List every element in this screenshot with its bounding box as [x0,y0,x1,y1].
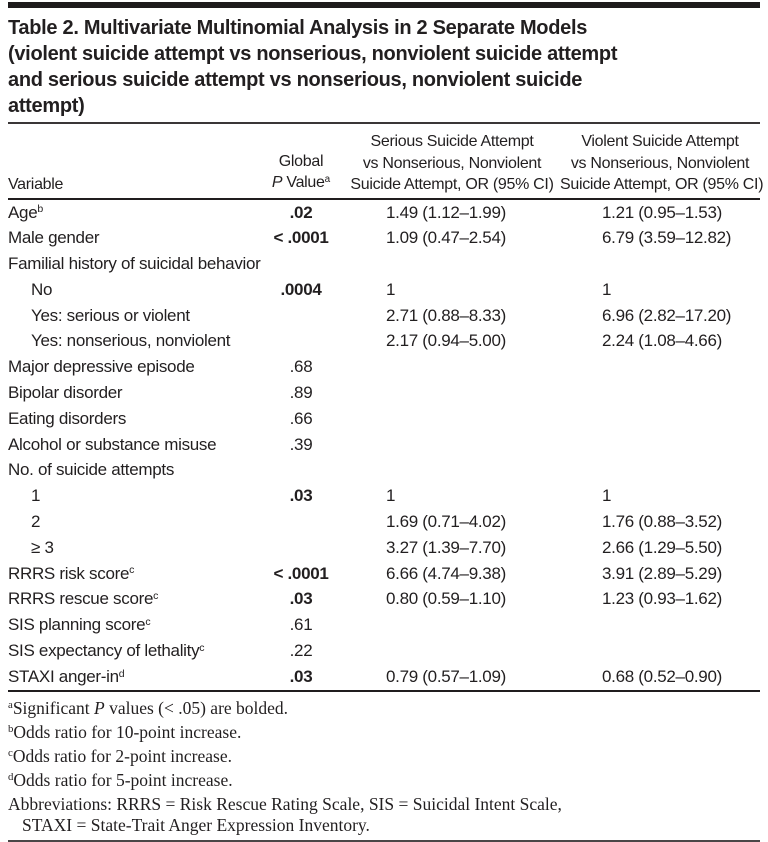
table-row [8,303,760,329]
global-p-value-cell: .39 [289,434,313,454]
table-row [8,225,760,251]
table-row [8,561,760,587]
table-title-line: Table 2. Multivariate Multinomial Analysis in 2 Separate Models [8,17,588,39]
footnotes [8,692,760,836]
table-row [8,406,760,432]
global-p-value-cell: .02 [289,202,313,222]
table-row [8,354,760,380]
column-header-violent-line: vs Nonserious, Nonviolent [570,154,750,172]
global-p-value-cell [258,509,344,535]
footnote-text: STAXI = State-Trait Anger Expression Inventory. [22,814,370,835]
serious-or-cell: 6.66 (4.74–9.38) [386,563,506,583]
serious-or-cell: 1 [386,486,396,506]
table-row [8,509,760,535]
footnote-marker: c [153,590,159,603]
column-header-global-p-value [258,151,344,196]
violent-or-cell: 1.23 (0.93–1.62) [602,589,722,609]
footnote-line [8,698,760,722]
serious-or-cell: 3.27 (1.39–7.70) [386,537,506,557]
table-row [8,432,760,458]
variable-label-cell: SIS expectancy of lethality$^c$ [8,641,205,661]
footnote-line [8,794,760,815]
variable-label-cell: Yes: serious or violent [31,305,190,325]
violent-or-cell [560,638,760,667]
global-p-value-cell: .03 [289,666,313,686]
table-row [8,638,760,664]
violent-or-cell: 2.66 (1.29–5.50) [602,537,722,557]
serious-or-cell: 2.17 (0.94–5.00) [386,331,506,351]
footnote-text: Abbreviations: RRRS = Risk Rescue Rating Scale, SIS = Suicidal Intent Scale, [8,793,562,814]
column-header-variable-label: Variable [8,176,64,193]
global-p-value-cell: .68 [289,357,313,377]
violent-or-cell [560,251,760,277]
global-p-value-cell: < .0001 [273,228,329,248]
serious-or-cell [344,638,560,667]
global-p-value-cell: .03 [289,486,313,506]
p-italic: P [271,174,283,191]
violent-or-cell: 6.96 (2.82–17.20) [602,305,732,325]
variable-label-cell: Yes: nonserious, nonviolent [31,331,231,351]
variable-label-cell: Familial history of suicidal behavior [8,254,261,274]
global-p-value-cell: .0004 [280,279,322,299]
column-header-global-line: Global [278,152,324,170]
serious-or-cell: 0.80 (0.59–1.10) [386,589,506,609]
table-header-row [8,124,764,198]
footnote-marker: b [37,203,44,216]
global-p-value-cell [258,303,344,329]
footnote-marker: a [8,699,13,712]
serious-or-cell: 1.09 (0.47–2.54) [386,228,506,248]
violent-or-cell: 3.91 (2.89–5.29) [602,563,722,583]
serious-or-cell [344,380,560,406]
violent-or-cell: 6.79 (3.59–12.82) [602,228,732,248]
table-row [8,586,760,612]
variable-label-cell: RRRS rescue score$^c$ [8,589,159,609]
variable-label-cell: Major depressive episode [8,357,195,377]
column-header-violent-line: Violent Suicide Attempt [581,133,739,150]
variable-label-cell: Alcohol or substance misuse [8,434,217,454]
column-header-variable [8,174,258,196]
variable-label-cell: SIS planning score$^c$ [8,615,151,635]
footnote-marker: d [118,667,125,680]
footnote-marker: b [8,723,14,736]
footnote-marker: c [199,641,205,654]
table-row [8,612,760,638]
italic-text: P [94,697,105,718]
footnote-text: Odds ratio for 10-point increase. [13,721,242,742]
serious-or-cell: 0.79 (0.57–1.09) [386,666,506,686]
bottom-rule [8,840,760,842]
variable-label-cell: Bipolar disorder [8,383,123,403]
variable-label-cell: Eating disorders [8,408,127,428]
footnote-text: Odds ratio for 5-point increase. [13,769,233,790]
violent-or-cell: 0.68 (0.52–0.90) [602,666,722,686]
footnote-text: values (< .05) are bolded. [104,697,289,718]
column-header-violent-or [560,131,764,196]
serious-or-cell: 1 [386,279,396,299]
table-row [8,251,760,277]
column-header-serious-line: Serious Suicide Attempt [370,133,534,150]
table-row [8,277,760,303]
column-header-violent-line: Suicide Attempt, OR (95% CI) [560,176,764,193]
global-p-value-cell [258,328,344,354]
variable-label-cell: Age$^b$ [8,202,44,222]
table-title [8,15,760,119]
global-p-value-cell [258,457,344,483]
violent-or-cell: 1.76 (0.88–3.52) [602,512,722,532]
global-p-value-cell: .66 [289,408,313,428]
footnote-marker: a [324,174,331,186]
variable-label-cell: No [31,279,53,299]
global-p-value-cell [258,251,344,277]
global-p-value-cell: < .0001 [273,563,329,583]
violent-or-cell [560,432,760,458]
table-row [8,535,760,561]
table-title-line: and serious suicide attempt vs nonserious, nonviolent suicide [8,69,583,91]
violent-or-cell [560,457,760,483]
footnote-marker: c [129,564,135,577]
table-row [8,664,760,690]
footnote-text: Odds ratio for 2-point increase. [12,745,232,766]
variable-label-cell: 2 [31,512,41,532]
violent-or-cell: 1.21 (0.95–1.53) [602,202,722,222]
pvalue-rest: Value [282,174,325,191]
violent-or-cell: 1 [602,279,612,299]
table-title-line: (violent suicide attempt vs nonserious, nonviolent suicide attempt [8,43,618,65]
variable-label-cell: Male gender [8,228,100,248]
serious-or-cell: 1.49 (1.12–1.99) [386,202,506,222]
violent-or-cell [560,354,760,380]
serious-or-cell [344,251,560,277]
global-p-value-cell: .03 [289,589,313,609]
variable-label-cell: ≥ 3 [31,537,54,557]
footnote-line [8,722,760,746]
footnote-line [8,770,760,794]
serious-or-cell [344,612,560,641]
column-header-serious-line: vs Nonserious, Nonviolent [362,154,542,172]
table-title-line: attempt) [8,95,85,117]
footnote-text: Significant [12,697,94,718]
violent-or-cell [560,612,760,641]
serious-or-cell: 1.69 (0.71–4.02) [386,512,506,532]
serious-or-cell: 2.71 (0.88–8.33) [386,305,506,325]
serious-or-cell [344,406,560,432]
footnote-line [8,746,760,770]
top-rule [8,2,760,8]
serious-or-cell [344,457,560,483]
table-row [8,200,760,226]
table-row [8,483,760,509]
table-row [8,380,760,406]
violent-or-cell: 1 [602,486,612,506]
violent-or-cell [560,380,760,406]
serious-or-cell [344,354,560,380]
global-p-value-cell: .61 [289,615,313,635]
variable-label-cell: STAXI anger-$in^d$ [8,666,125,686]
table-row [8,328,760,354]
serious-or-cell [344,432,560,458]
global-p-value-cell: .89 [289,383,313,403]
column-header-serious-line: Suicide Attempt, OR (95% CI) [350,176,554,193]
violent-or-cell: 2.24 (1.08–4.66) [602,331,722,351]
table-body [8,200,760,690]
footnote-marker: c [8,747,13,760]
footnote-marker: c [145,615,151,628]
variable-label-cell: RRRS risk score$^c$ [8,563,135,583]
column-header-pvalue-line [258,172,344,196]
footnote-line [8,815,760,836]
column-header-serious-or [344,131,560,196]
global-p-value-cell: .22 [289,641,313,661]
variable-label-cell: 1 [31,486,41,506]
violent-or-cell [560,406,760,432]
global-p-value-cell [258,535,344,561]
table-row [8,457,760,483]
footnote-marker: d [8,771,14,784]
variable-label-cell: No. of suicide attempts [8,460,175,480]
